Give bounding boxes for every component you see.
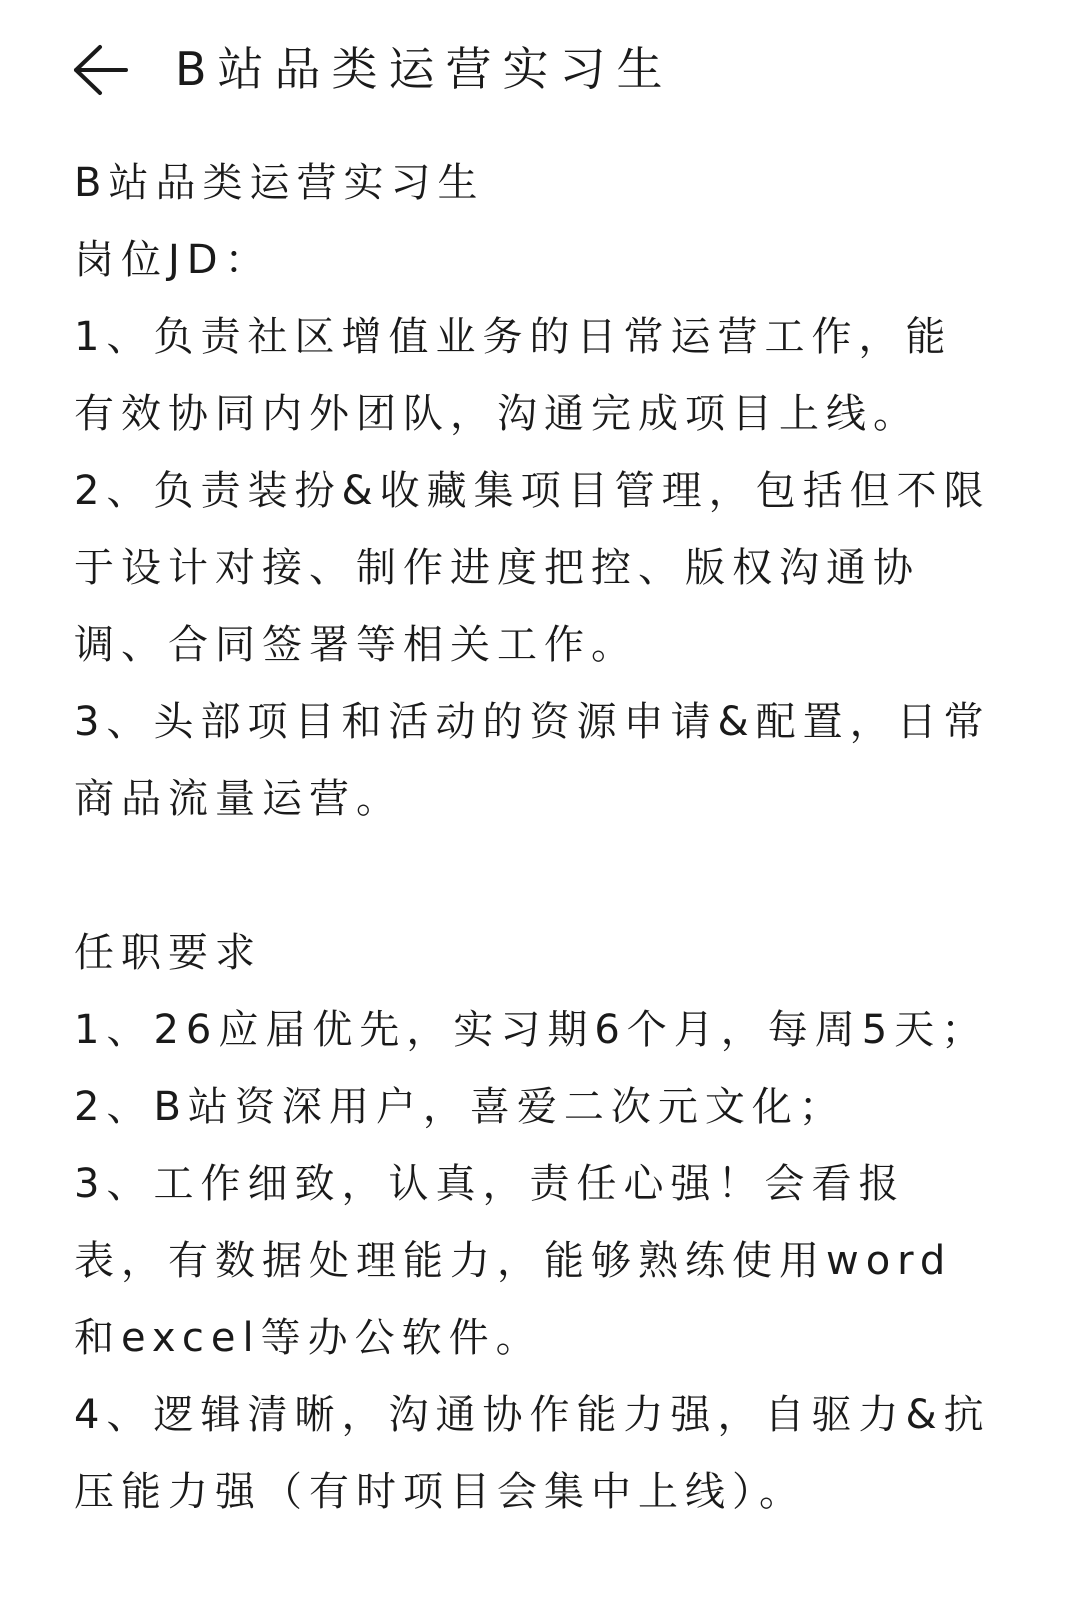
jd-item: 3、头部项目和活动的资源申请&配置，日常商品流量运营。: [74, 699, 991, 822]
requirement-item: 1、26应届优先，实习期6个月，每周5天；: [74, 1007, 989, 1053]
requirements-heading: 任职要求: [74, 930, 262, 976]
page-title: B站品类运营实习生: [175, 42, 674, 96]
jd-item: 1、负责社区增值业务的日常运营工作，能有效协同内外团队，沟通完成项目上线。: [74, 314, 953, 437]
requirement-item: 2、B站资深用户，喜爱二次元文化；: [74, 1084, 846, 1130]
jd-item: 2、负责装扮&收藏集项目管理，包括但不限于设计对接、制作进度把控、版权沟通协调、合同签署等相关工作。: [74, 468, 991, 668]
blank-line: [74, 838, 994, 915]
post-title-line: B站品类运营实习生: [74, 160, 485, 206]
note-body[interactable]: [74, 145, 994, 1531]
back-button[interactable]: [64, 40, 136, 100]
jd-heading: 岗位JD：: [74, 237, 272, 283]
arrow-left-icon: [70, 43, 130, 97]
requirement-item: 3、工作细致，认真，责任心强！会看报表，有数据处理能力，能够熟练使用word和excel等办公软件。: [74, 1161, 953, 1361]
top-bar: [0, 0, 1080, 140]
requirement-item: 4、逻辑清晰，沟通协作能力强，自驱力&抗压能力强（有时项目会集中上线）。: [74, 1392, 991, 1515]
